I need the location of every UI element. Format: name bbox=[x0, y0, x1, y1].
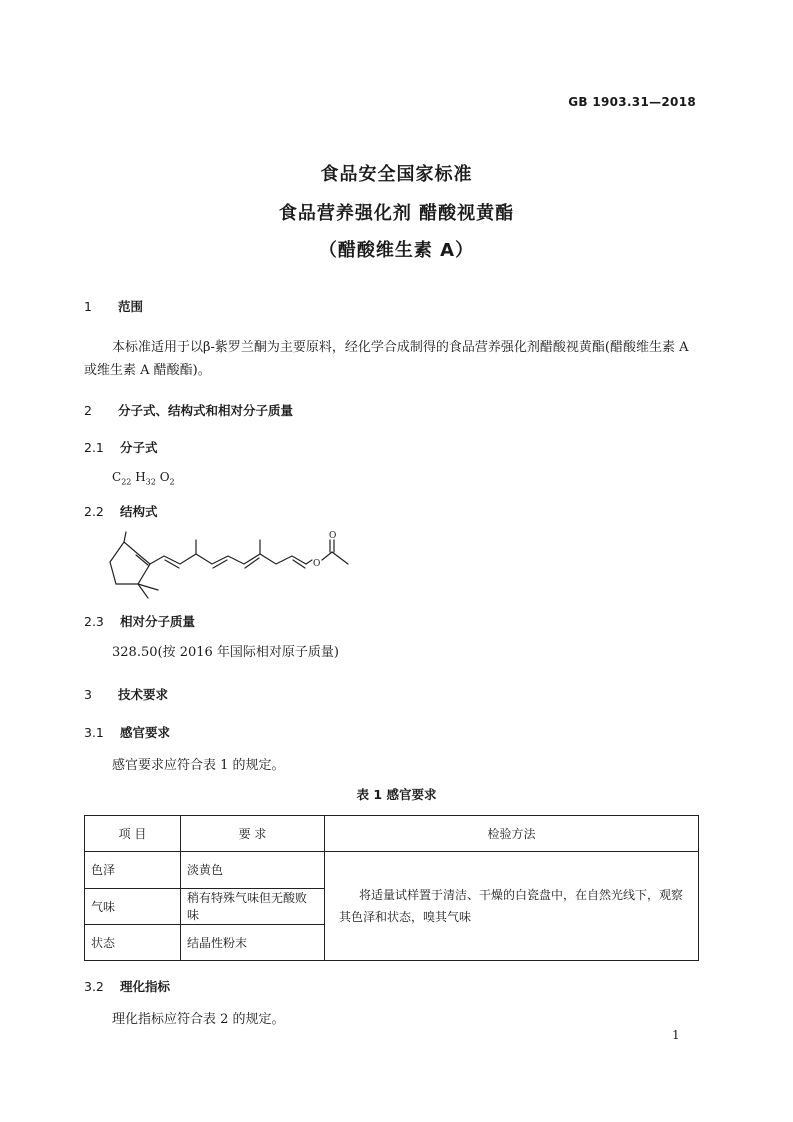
title-line-3: （醋酸维生素 A） bbox=[318, 240, 475, 261]
table-1-caption: 表 1 感官要求 bbox=[356, 787, 437, 802]
title-line-2: 食品营养强化剂 醋酸视黄酯 bbox=[278, 203, 515, 224]
carbonyl-oxygen-label: O bbox=[329, 531, 337, 541]
title-line-1: 食品安全国家标准 bbox=[320, 164, 473, 185]
molecular-formula: $C_{22}$ $H_{32}$ $O_2$ bbox=[112, 470, 175, 487]
section-number: 2.3 bbox=[84, 614, 104, 629]
physicochemical-intro: 理化指标应符合表 2 的规定。 bbox=[112, 1012, 285, 1027]
section-number: 3 bbox=[84, 687, 92, 702]
section-title: 感官要求 bbox=[120, 725, 171, 740]
section-heading-3 bbox=[84, 685, 168, 703]
table-row bbox=[85, 852, 699, 888]
ester-oxygen-label: O bbox=[313, 559, 321, 569]
section-title: 分子式、结构式和相对分子质量 bbox=[118, 403, 294, 418]
molecular-mass: 328.50(按 2016 年国际相对原子质量) bbox=[112, 645, 339, 660]
header-requirement: 要 求 bbox=[181, 816, 325, 852]
scope-paragraph: 本标准适用于以β-紫罗兰酮为主要原料，经化学合成制得的食品营养强化剂醋酸视黄酯(醋酸维生素 A 或维生素 A 醋酸酯)。 bbox=[84, 340, 689, 378]
method-text: 将适量试样置于清洁、干燥的白瓷盘中，在自然光线下，观察其色泽和状态，嗅其气味 bbox=[339, 888, 684, 925]
sensory-intro: 感官要求应符合表 1 的规定。 bbox=[112, 758, 285, 773]
section-heading-3-1 bbox=[84, 723, 170, 741]
section-title: 理化指标 bbox=[120, 979, 171, 994]
row-requirement: 淡黄色 bbox=[181, 852, 325, 888]
method-cell bbox=[325, 852, 699, 961]
section-number: 1 bbox=[84, 299, 92, 314]
page-number: 1 bbox=[672, 1028, 680, 1042]
section-heading-3-2 bbox=[84, 977, 170, 995]
table-header-row bbox=[85, 816, 699, 852]
section-number: 3.1 bbox=[84, 725, 104, 740]
standard-code: GB 1903.31—2018 bbox=[568, 95, 696, 109]
section-number: 2.1 bbox=[84, 440, 104, 455]
header-item: 项 目 bbox=[85, 816, 181, 852]
row-item: 色泽 bbox=[85, 852, 181, 888]
section-heading-2-1 bbox=[84, 438, 158, 456]
section-number: 3.2 bbox=[84, 979, 104, 994]
section-title: 结构式 bbox=[120, 504, 158, 519]
section-heading-2-3 bbox=[84, 612, 195, 630]
section-title: 范围 bbox=[118, 299, 144, 314]
header-method: 检验方法 bbox=[325, 816, 699, 852]
section-heading-2 bbox=[84, 401, 293, 419]
sensory-requirements-table bbox=[84, 815, 699, 961]
section-heading-1 bbox=[84, 297, 143, 315]
section-title: 相对分子质量 bbox=[120, 614, 196, 629]
section-title: 技术要求 bbox=[118, 687, 169, 702]
section-number: 2.2 bbox=[84, 504, 104, 519]
polyene-chain bbox=[150, 554, 306, 564]
row-item: 气味 bbox=[85, 888, 181, 924]
row-item: 状态 bbox=[85, 924, 181, 960]
section-heading-2-2 bbox=[84, 502, 158, 520]
row-requirement: 结晶性粉末 bbox=[181, 924, 325, 960]
row-requirement: 稍有特殊气味但无酸败味 bbox=[181, 888, 325, 924]
structural-formula bbox=[100, 528, 360, 610]
section-title: 分子式 bbox=[120, 440, 158, 455]
ring bbox=[110, 542, 150, 584]
section-number: 2 bbox=[84, 403, 92, 418]
